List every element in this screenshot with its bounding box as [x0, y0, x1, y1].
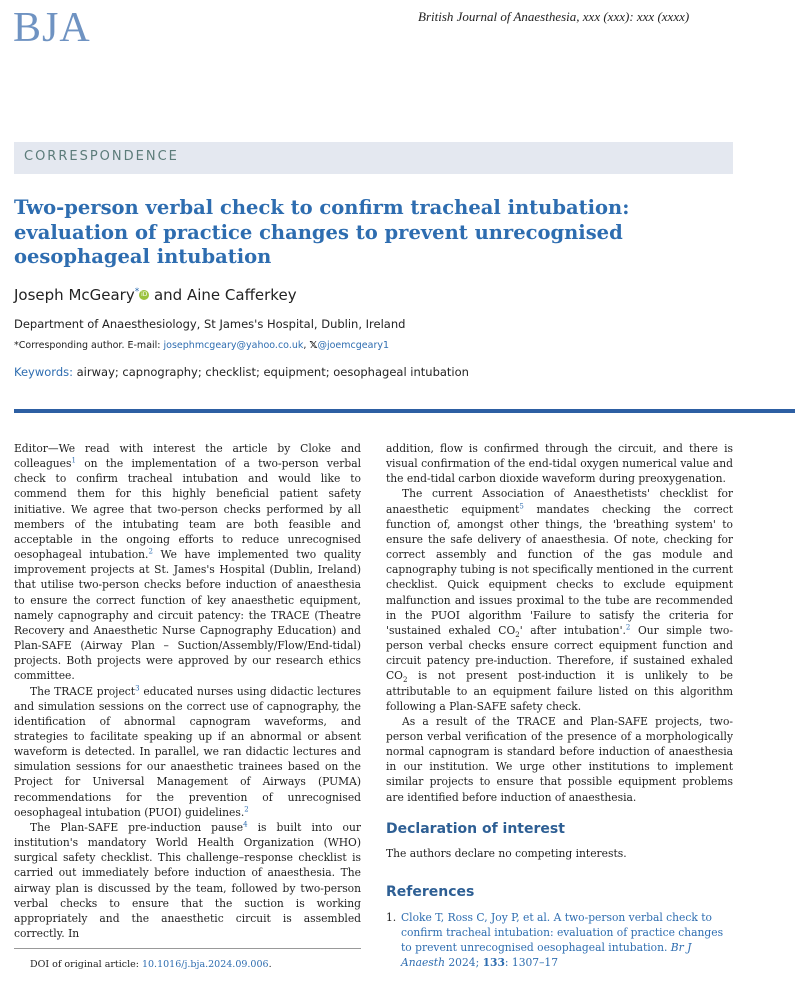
citation-link[interactable]: 3	[135, 683, 140, 692]
citation-link[interactable]: 4	[243, 820, 248, 829]
author-name[interactable]: Joseph McGeary	[14, 286, 135, 304]
reference-number: 1.	[386, 911, 397, 924]
orcid-icon[interactable]: iD	[141, 291, 148, 298]
reference-list	[386, 910, 733, 971]
section-label: CORRESPONDENCE	[24, 149, 179, 164]
header-divider	[14, 409, 795, 413]
reference-text[interactable]: Cloke T, Ross C, Joy P, et al. A two-person verbal check to confirm tracheal intubation: evaluation of practice changes to prevent unrecognised oesophageal intubation. Br J Anaesth 2024; 133: 1307–17	[401, 911, 724, 970]
declaration-heading: Declaration of interest	[386, 821, 565, 837]
paragraph: The TRACE project$^3$ educated nurses using didactic lectures and simulation sessions on the correct use of capnography, the identification of abnormal capnogram waveforms, and strategies to facilitate speaking up if an abnormal or absent waveform is detected. In parallel, we ran didactic lectures and simulation sessions for our anaesthetic trainees based on the Project for Universal Management of Airways (PUMA) recommendations for the prevention of unrecognised oesophageal intubation (PUOI) guidelines.$^2$	[14, 683, 361, 819]
citation-link[interactable]: 2	[148, 547, 153, 556]
corresponding-label: *Corresponding author. E-mail:	[14, 340, 164, 351]
affiliation: Department of Anaesthesiology, St James's Hospital, Dublin, Ireland	[14, 317, 406, 331]
author-line	[14, 286, 297, 304]
keywords-label: Keywords:	[14, 365, 73, 379]
paragraph: Editor—We read with interest the article by Cloke and colleagues$^1$ on the implementation of a two-person verbal check to confirm tracheal intubation and would like to commend them for this highly beneficial patient safety initiative. We agree that two-person checks performed by all members of the intubating team are both feasible and acceptable in the ongoing efforts to reduce unrecognised oesophageal intubation.$^2$ We have implemented two quality improvement projects at St. James's Hospital (Dublin, Ireland) that utilise two-person checks before induction of anaesthesia to ensure the correct function of key anaesthetic equipment, namely capnography and circuit patency: the TRACE (Theatre Recovery and Anaesthetic Nurse Capnography Education) and Plan-SAFE (Airway Plan – Suction/Assembly/Flow/End-tidal) projects. Both projects were approved by our research ethics committee.	[14, 442, 362, 683]
doi-footnote: DOI of original article: 10.1016/j.bja.2024.09.006.	[30, 959, 272, 970]
subscript: 2	[402, 676, 408, 685]
citation-link[interactable]: 5	[519, 502, 524, 511]
paragraph: As a result of the TRACE and Plan-SAFE projects, two-person verbal verification of the presence of a morphologically normal capnogram is standard before induction of anaesthesia in our institution. We urge other institutions to implement similar projects to ensure that possible equipment problems are identified before induction of anaesthesia.	[386, 714, 733, 804]
keywords	[14, 365, 469, 379]
keywords-text: airway; capnography; checklist; equipment; oesophageal intubation	[72, 365, 469, 379]
x-logo-icon: 𝕏	[309, 340, 318, 351]
citation-link[interactable]: 2	[244, 805, 249, 814]
subscript: 2	[515, 631, 520, 640]
citation-link[interactable]: 1	[71, 456, 76, 465]
journal-citation: British Journal of Anaesthesia, xxx (xxx): xxx (xxxx)	[418, 9, 690, 24]
citation-link[interactable]: 2	[625, 623, 631, 632]
corresponding-marker: *	[134, 287, 140, 297]
article-title: Two-person verbal check to confirm tracheal intubation: evaluation of practice changes to prevent unrecognised oesophageal intubation	[14, 196, 630, 268]
paragraph: The Plan-SAFE pre-induction pause$^4$ is built into our institution's mandatory World Health Organization (WHO) surgical safety checklist. This challenge–response checklist is carried out immediately before induction of anaesthesia. The airway plan is discussed by the team, followed by two-person verbal checks to ensure that the suction is working appropriately and the anaesthetic circuit is assembled correctly. In	[14, 820, 361, 940]
section-band	[14, 142, 733, 174]
author-connector: and	[149, 286, 187, 304]
email-link[interactable]: josephmcgeary@yahoo.co.uk	[163, 340, 304, 351]
corresponding-separator: ,	[303, 340, 310, 351]
body-left-column	[14, 441, 361, 941]
reference-item[interactable]	[386, 910, 733, 971]
footnote-divider	[14, 948, 361, 949]
doi-link[interactable]: 10.1016/j.bja.2024.09.006	[141, 959, 269, 970]
journal-logo: BJA	[13, 5, 91, 51]
references-heading: References	[386, 884, 475, 900]
social-handle-link[interactable]: @joemcgeary1	[317, 340, 390, 351]
paragraph: addition, flow is confirmed through the circuit, and there is visual confirmation of the end-tidal oxygen numerical value and the end-tidal carbon dioxide waveform during preoxygenation.	[386, 442, 733, 486]
corresponding-author	[14, 340, 389, 351]
paragraph: The current Association of Anaesthetists' checklist for anaesthetic equipment$^5$ mandates checking the correct function of, amongst other things, the 'breathing system' to ensure the safe delivery of anaesthesia. Of note, checking for correct assembly and function of the gas module and capnography tubing is not specifically mentioned in the current checklist. Quick equipment checks to exclude equipment malfunction and issues proximal to the tube are recommended in the PUOI algorithm 'Failure to satisfy the criteria for 'sustained exhaled $CO_2'$ after intubation'.$^2$ Our simple two-person verbal checks ensure correct equipment function and circuit patency pre-induction. Therefore, if sustained exhaled $CO_2$ is not present post-induction it is unlikely to be attributable to an equipment failure listed on this algorithm following a Plan-SAFE safety check.	[386, 487, 733, 713]
declaration-text: The authors declare no competing interests.	[386, 847, 627, 860]
author-name[interactable]: Aine Cafferkey	[186, 286, 297, 304]
body-right-column	[386, 441, 733, 805]
